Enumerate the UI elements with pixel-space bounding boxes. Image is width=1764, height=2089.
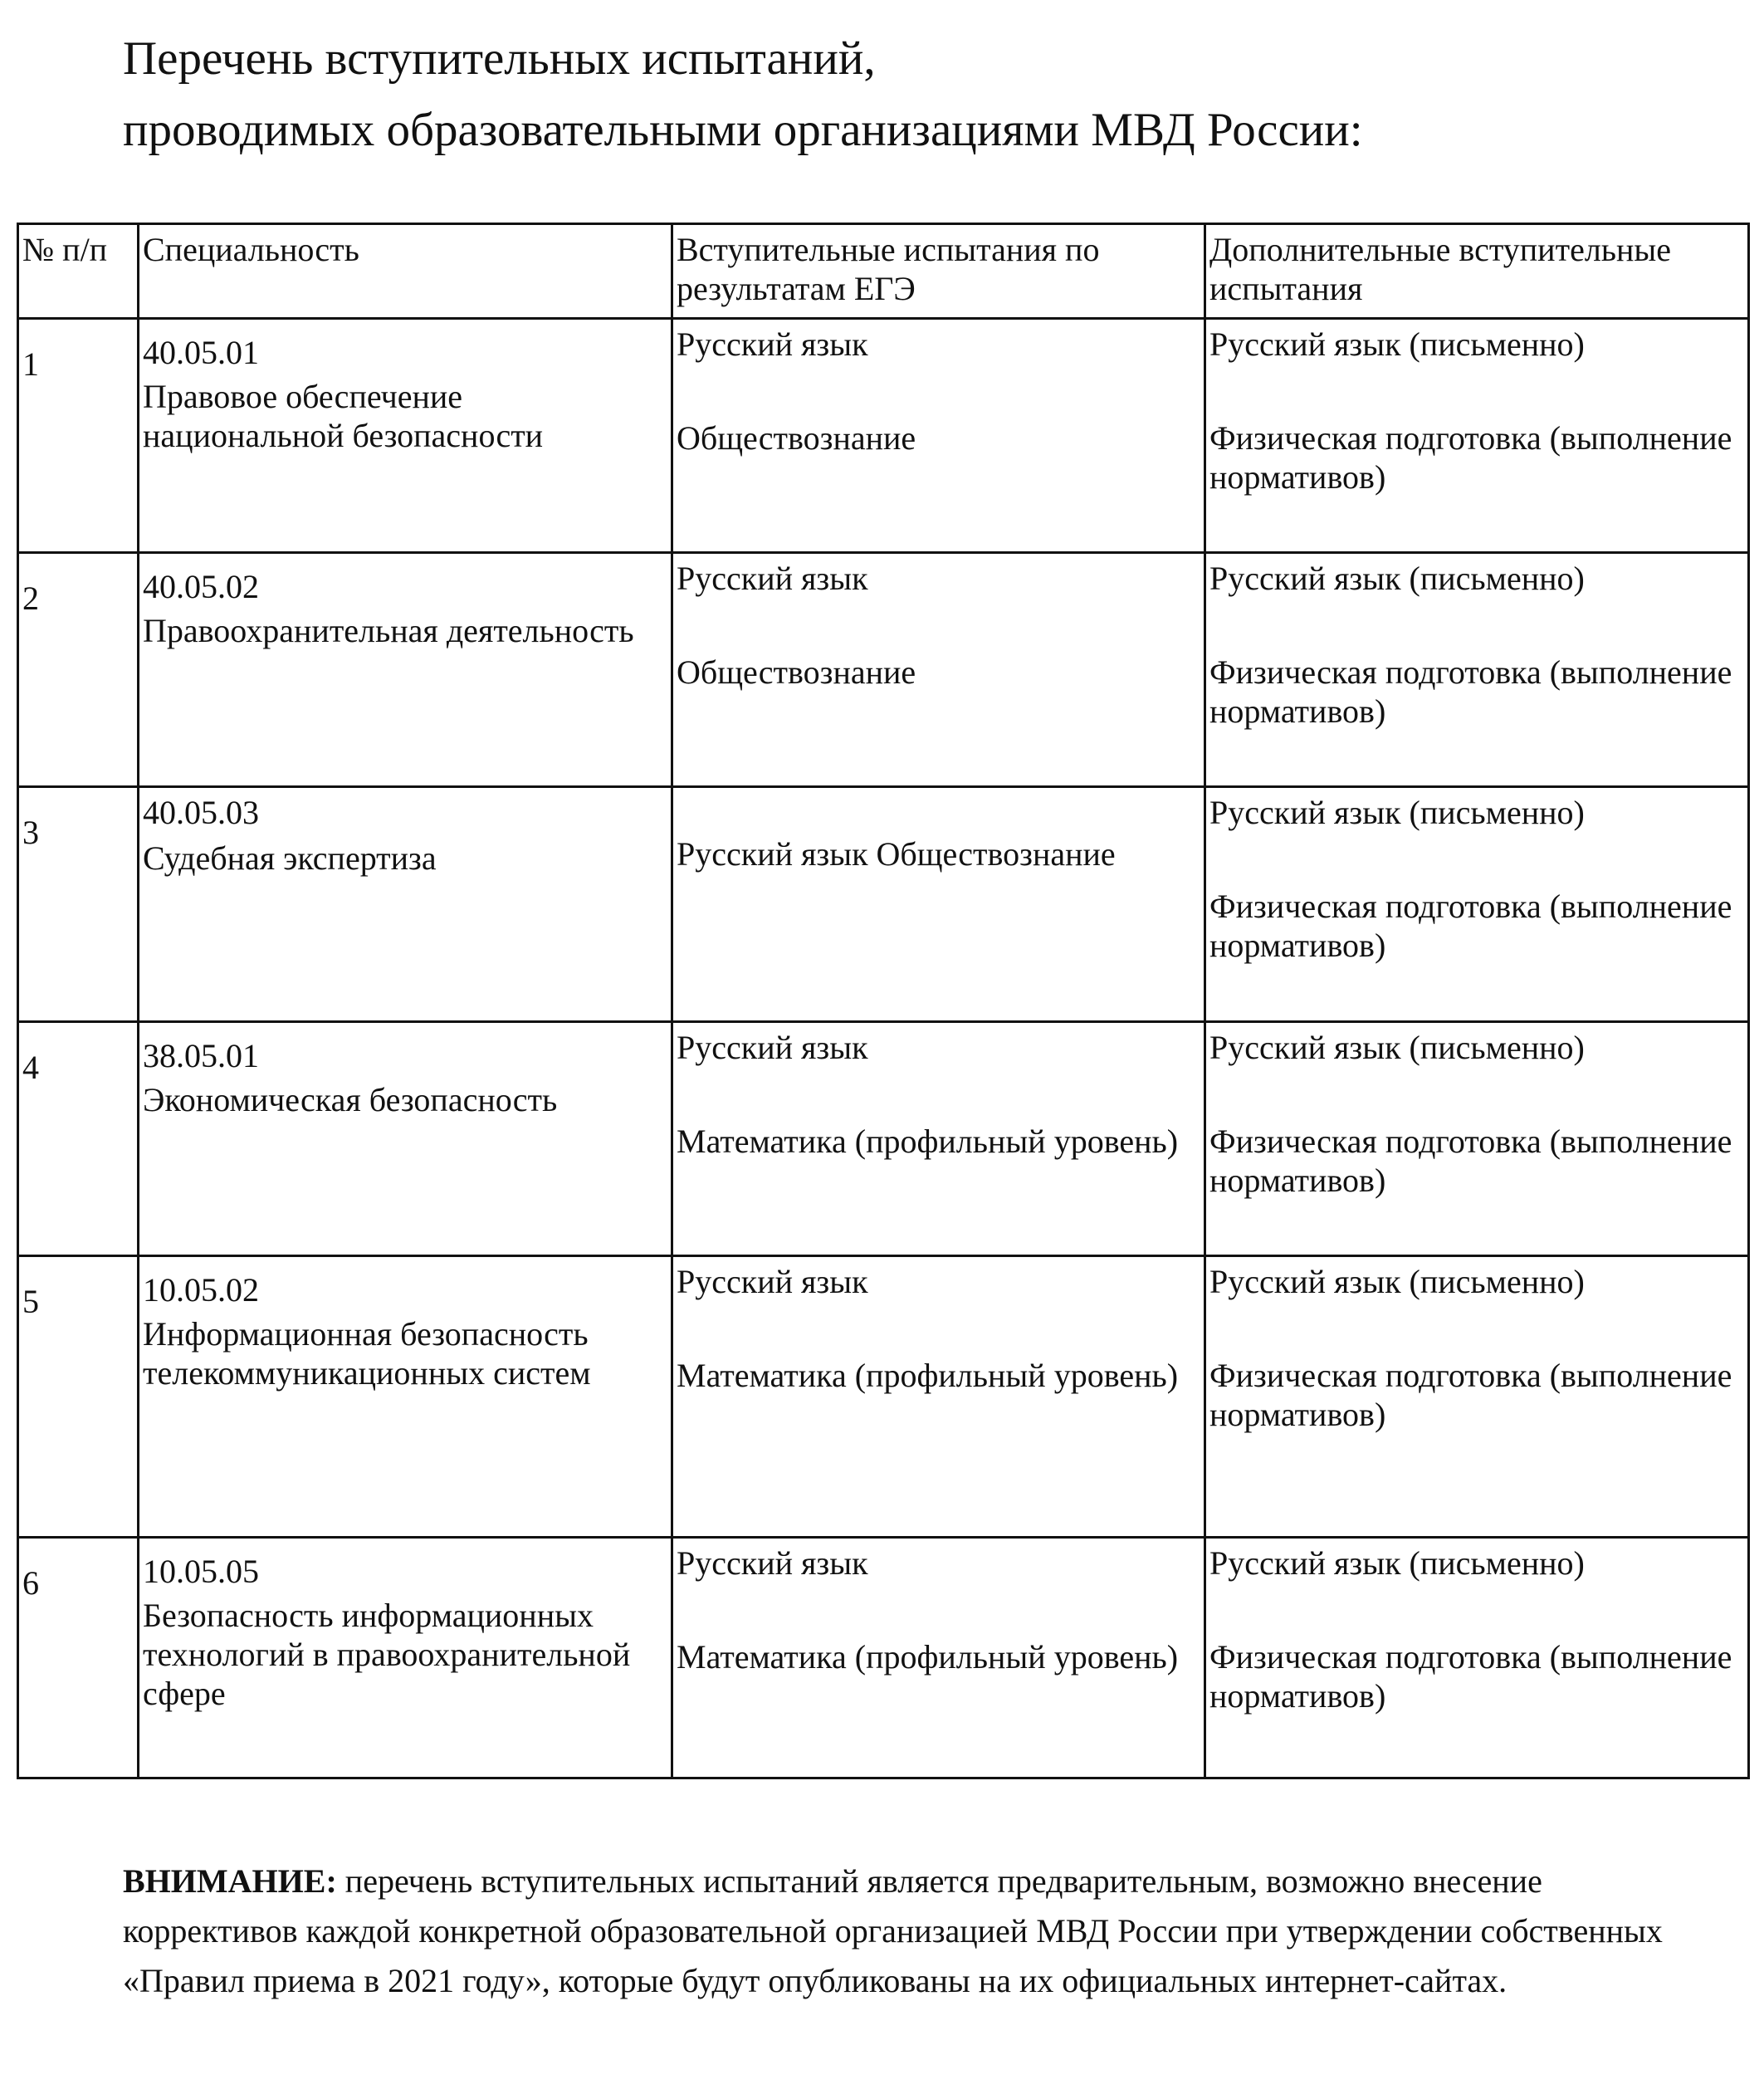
additional-test: Русский язык (письменно) xyxy=(1209,794,1585,831)
table-row xyxy=(18,1256,1749,1538)
specialty-name: Правовое обеспечение национальной безопасности xyxy=(143,378,544,454)
row-number: 4 xyxy=(18,1022,139,1256)
specialty-code: 40.05.02 xyxy=(143,568,259,605)
additional-cell xyxy=(1205,787,1749,1022)
row-number: 6 xyxy=(18,1538,139,1778)
additional-test: Русский язык (письменно) xyxy=(1209,560,1585,597)
ege-cell xyxy=(672,787,1205,1022)
table-row xyxy=(18,1538,1749,1778)
additional-test: Физическая подготовка (выполнение нормативов) xyxy=(1209,419,1732,496)
header-additional: Дополнительные вступительные испытания xyxy=(1205,224,1749,319)
additional-cell xyxy=(1205,1022,1749,1256)
ege-subject: Русский язык xyxy=(677,1029,868,1066)
specialty-code: 40.05.01 xyxy=(143,334,259,371)
specialty-code: 10.05.02 xyxy=(143,1271,259,1309)
specialty-cell xyxy=(139,1256,672,1538)
row-number: 2 xyxy=(18,553,139,787)
row-number: 3 xyxy=(18,787,139,1022)
table-row xyxy=(18,787,1749,1022)
specialty-cell xyxy=(139,787,672,1022)
specialty-name: Безопасность информационных технологий в правоохранительной сфере xyxy=(143,1597,631,1712)
specialty-code: 38.05.01 xyxy=(143,1037,259,1074)
title-line-2: проводимых образовательными организациями МВД России: xyxy=(123,104,1363,156)
specialty-cell xyxy=(139,1538,672,1778)
table-row xyxy=(18,319,1749,553)
additional-test: Русский язык (письменно) xyxy=(1209,1263,1585,1300)
additional-test: Русский язык (письменно) xyxy=(1209,1029,1585,1066)
additional-test: Физическая подготовка (выполнение нормативов) xyxy=(1209,1357,1732,1433)
header-specialty: Специальность xyxy=(139,224,672,319)
table-header-row xyxy=(18,224,1749,319)
additional-test: Физическая подготовка (выполнение нормативов) xyxy=(1209,888,1732,964)
specialty-name: Правоохранительная деятельность xyxy=(143,612,634,649)
title-line-1: Перечень вступительных испытаний, xyxy=(123,32,876,85)
ege-subject: Обществознание xyxy=(677,419,916,457)
additional-cell xyxy=(1205,1256,1749,1538)
ege-cell xyxy=(672,319,1205,553)
ege-subject: Математика (профильный уровень) xyxy=(677,1123,1179,1160)
ege-cell xyxy=(672,553,1205,787)
ege-subject: Обществознание xyxy=(677,653,916,691)
specialty-code: 40.05.03 xyxy=(143,794,259,831)
specialty-name: Экономическая безопасность xyxy=(143,1081,558,1118)
ege-subject: Русский язык xyxy=(677,560,868,597)
specialty-name: Информационная безопасность телекоммуникационных систем xyxy=(143,1315,591,1392)
attention-label: ВНИМАНИЕ: xyxy=(123,1862,337,1900)
table-row xyxy=(18,553,1749,787)
additional-test: Русский язык (письменно) xyxy=(1209,325,1585,363)
ege-cell xyxy=(672,1256,1205,1538)
specialty-cell xyxy=(139,1022,672,1256)
ege-subject: Русский язык xyxy=(677,325,868,363)
header-ege: Вступительные испытания по результатам ЕГЭ xyxy=(672,224,1205,319)
document-title xyxy=(123,23,1363,166)
attention-note xyxy=(123,1857,1683,2006)
attention-text: перечень вступительных испытаний является предварительным, возможно внесение коррективов каждой конкретной образовательной организацией МВД России при утверждении собственных «Правил приема в 2021 году», которые будут опубликованы на их официальных интернет-сайтах. xyxy=(123,1862,1663,1999)
specialty-code: 10.05.05 xyxy=(143,1553,259,1590)
ege-cell xyxy=(672,1022,1205,1256)
additional-cell xyxy=(1205,553,1749,787)
ege-subject: Русский язык Обществознание xyxy=(677,835,1116,873)
row-number: 5 xyxy=(18,1256,139,1538)
row-number: 1 xyxy=(18,319,139,553)
additional-test: Физическая подготовка (выполнение нормативов) xyxy=(1209,653,1732,730)
specialty-name: Судебная экспертиза xyxy=(143,839,437,877)
ege-subject: Математика (профильный уровень) xyxy=(677,1638,1179,1676)
entrance-tests-table xyxy=(17,223,1750,1779)
additional-test: Русский язык (письменно) xyxy=(1209,1544,1585,1582)
ege-subject: Русский язык xyxy=(677,1544,868,1582)
additional-cell xyxy=(1205,1538,1749,1778)
header-num: № п/п xyxy=(18,224,139,319)
ege-subject: Математика (профильный уровень) xyxy=(677,1357,1179,1394)
additional-test: Физическая подготовка (выполнение нормативов) xyxy=(1209,1123,1732,1199)
table-row xyxy=(18,1022,1749,1256)
ege-cell xyxy=(672,1538,1205,1778)
ege-subject: Русский язык xyxy=(677,1263,868,1300)
additional-test: Физическая подготовка (выполнение нормативов) xyxy=(1209,1638,1732,1715)
specialty-cell xyxy=(139,553,672,787)
additional-cell xyxy=(1205,319,1749,553)
specialty-cell xyxy=(139,319,672,553)
